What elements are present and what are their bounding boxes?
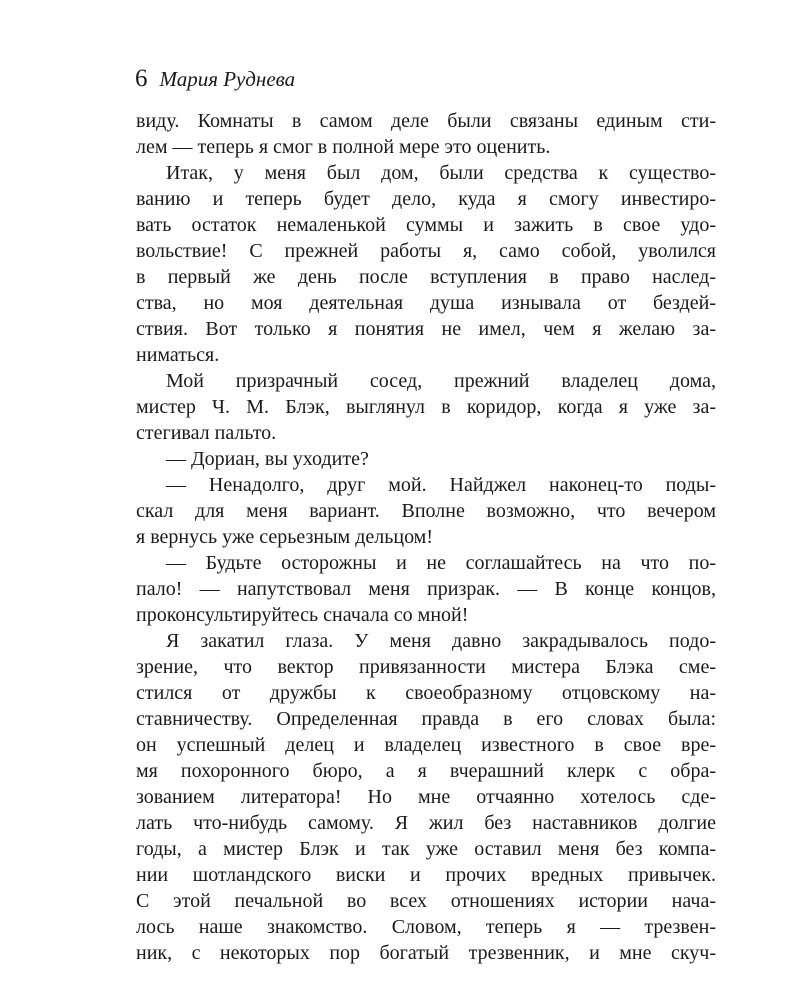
text-line: Я закатил глаза. У меня давно закрадывалось подо- [166, 630, 716, 652]
running-author: Мария Руднева [159, 67, 296, 91]
text-line: пало! — напутствовал меня призрак. — В конце концов, [136, 578, 716, 600]
text-line: годы, а мистер Блэк и так уже оставил меня без компа- [136, 838, 716, 860]
text-line: стился от дружбы к своеобразному отцовскому на- [136, 682, 716, 704]
text-line: нии шотландского виски и прочих вредных привычек. [136, 864, 716, 886]
text-line: проконсультируйтесь сначала со мной! [136, 604, 469, 626]
text-line: он успешный делец и владелец известного в свое вре- [136, 734, 716, 756]
text-line: зрение, что вектор привязанности мистера Блэка сме- [136, 656, 716, 678]
text-line: ства, но моя деятельная душа изнывала от бездей- [136, 292, 716, 314]
text-line: вольствие! С прежней работы я, само собой, уволился [136, 240, 716, 262]
text-line: лать что-нибудь самому. Я жил без наставников долгие [136, 812, 716, 834]
text-line: — Будьте осторожны и не соглашайтесь на что по- [166, 552, 716, 574]
text-line: — Ненадолго, друг мой. Найджел наконец-то поды- [166, 474, 716, 496]
text-line: в первый же день после вступления в право наслед- [136, 266, 716, 288]
body-text [136, 108, 716, 966]
text-line: скал для меня вариант. Вполне возможно, что вечером [136, 500, 716, 522]
text-line: ниматься. [136, 344, 220, 366]
text-line: я вернусь уже серьезным дельцом! [136, 526, 434, 548]
text-line: ванию и теперь будет дело, куда я смогу инвестиро- [136, 188, 716, 210]
text-line: ствия. Вот только я понятия не имел, чем я желаю за- [136, 318, 716, 340]
text-line: лем — теперь я смог в полной мере это оценить. [136, 136, 551, 158]
text-line: виду. Комнаты в самом деле были связаны единым сти- [136, 110, 716, 132]
text-line: С этой печальной во всех отношениях истории нача- [136, 890, 716, 912]
text-line: ставничеству. Определенная правда в его словах была: [136, 708, 716, 730]
text-line: стегивал пальто. [136, 422, 277, 444]
text-line: — Дориан, вы уходите? [166, 448, 369, 470]
text-line: Итак, у меня был дом, были средства к существо- [166, 162, 716, 184]
running-header [135, 64, 295, 94]
text-line: зованием литератора! Но мне отчаянно хотелось сде- [136, 786, 716, 808]
text-line: вать остаток немаленькой суммы и зажить в свое удо- [136, 214, 716, 236]
text-line: лось наше знакомство. Словом, теперь я — трезвен- [136, 916, 716, 938]
text-line: ник, с некоторых пор богатый трезвенник, и мне скуч- [136, 942, 716, 964]
text-line: Мой призрачный сосед, прежний владелец дома, [166, 370, 716, 392]
text-line: мя похоронного бюро, а я вчерашний клерк с обра- [136, 760, 716, 782]
page-number: 6 [135, 65, 148, 92]
text-line: мистер Ч. М. Блэк, выглянул в коридор, когда я уже за- [136, 396, 716, 418]
